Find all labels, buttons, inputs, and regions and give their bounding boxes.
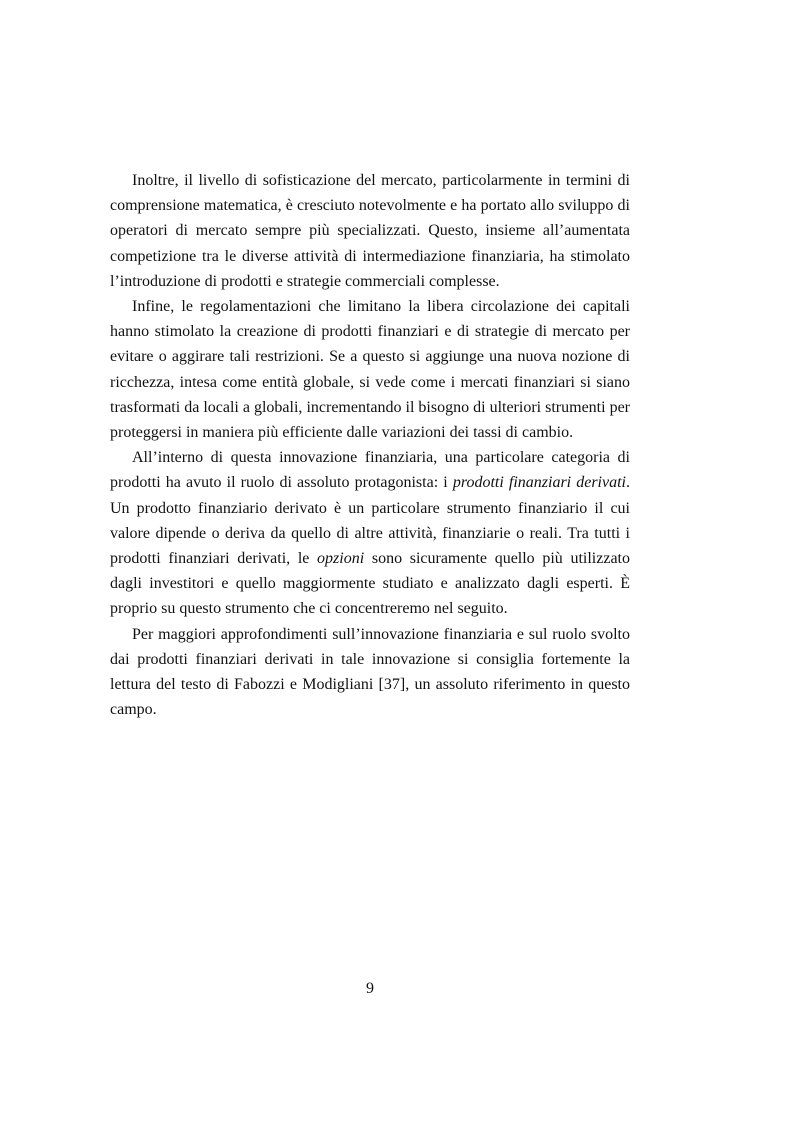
paragraph-regulations (110, 294, 630, 445)
paragraph-4-text: Per maggiori approfondimenti sull’innovazione finanziaria e sul ruolo svolto dai prodotti finanziari derivati in tale innovazione si consiglia fortemente la lettura del testo di Fabozzi e Modigliani [37], un assoluto riferimento in questo campo. (110, 625, 630, 719)
paragraph-further-reading (110, 622, 630, 723)
emphasis-prodotti-finanziari-derivati: prodotti finanziari derivati (452, 474, 626, 492)
paragraph-3-text-a: All’interno di questa innovazione finanziaria, una particolare categoria di prodotti ha avuto il ruolo di assoluto protagonista: i (110, 449, 630, 492)
paragraph-derivatives (110, 445, 630, 621)
emphasis-opzioni: opzioni (317, 550, 365, 568)
body-text (110, 168, 630, 722)
paragraph-3-text-c: sono sicuramente quello più utilizzato dagli investitori e quello maggiormente studiato e analizzato dagli esperti. È proprio su questo strumento che ci concentreremo nel seguito. (110, 550, 630, 618)
paragraph-1-text: Inoltre, il livello di sofisticazione del mercato, particolarmente in termini di comprensione matematica, è cresciuto notevolmente e ha portato allo sviluppo di operatori di mercato sempre più specializzati. Questo, insieme all’aumentata competizione tra le diverse attività di intermediazione finanziaria, ha stimolato l’introduzione di prodotti e strategie commerciali complesse. (110, 172, 630, 290)
paragraph-3-text-b: . Un prodotto finanziario derivato è un particolare strumento finanziario il cui valore dipende o deriva da quello di altre attività, finanziarie o reali. Tra tutti i prodotti finanziari derivati, le (110, 474, 630, 568)
page-number: 9 (366, 980, 374, 997)
paragraph-2-text: Infine, le regolamentazioni che limitano la libera circolazione dei capitali hanno stimolato la creazione di prodotti finanziari e di strategie di mercato per evitare o aggirare tali restrizioni. Se a questo si aggiunge una nuova nozione di ricchezza, intesa come entità globale, si vede come i mercati finanziari si siano trasformati da locali a globali, incrementando il bisogno di ulteriori strumenti per proteggersi in maniera più efficiente dalle variazioni dei tassi di cambio. (110, 298, 630, 442)
paragraph-market-sophistication (110, 168, 630, 294)
